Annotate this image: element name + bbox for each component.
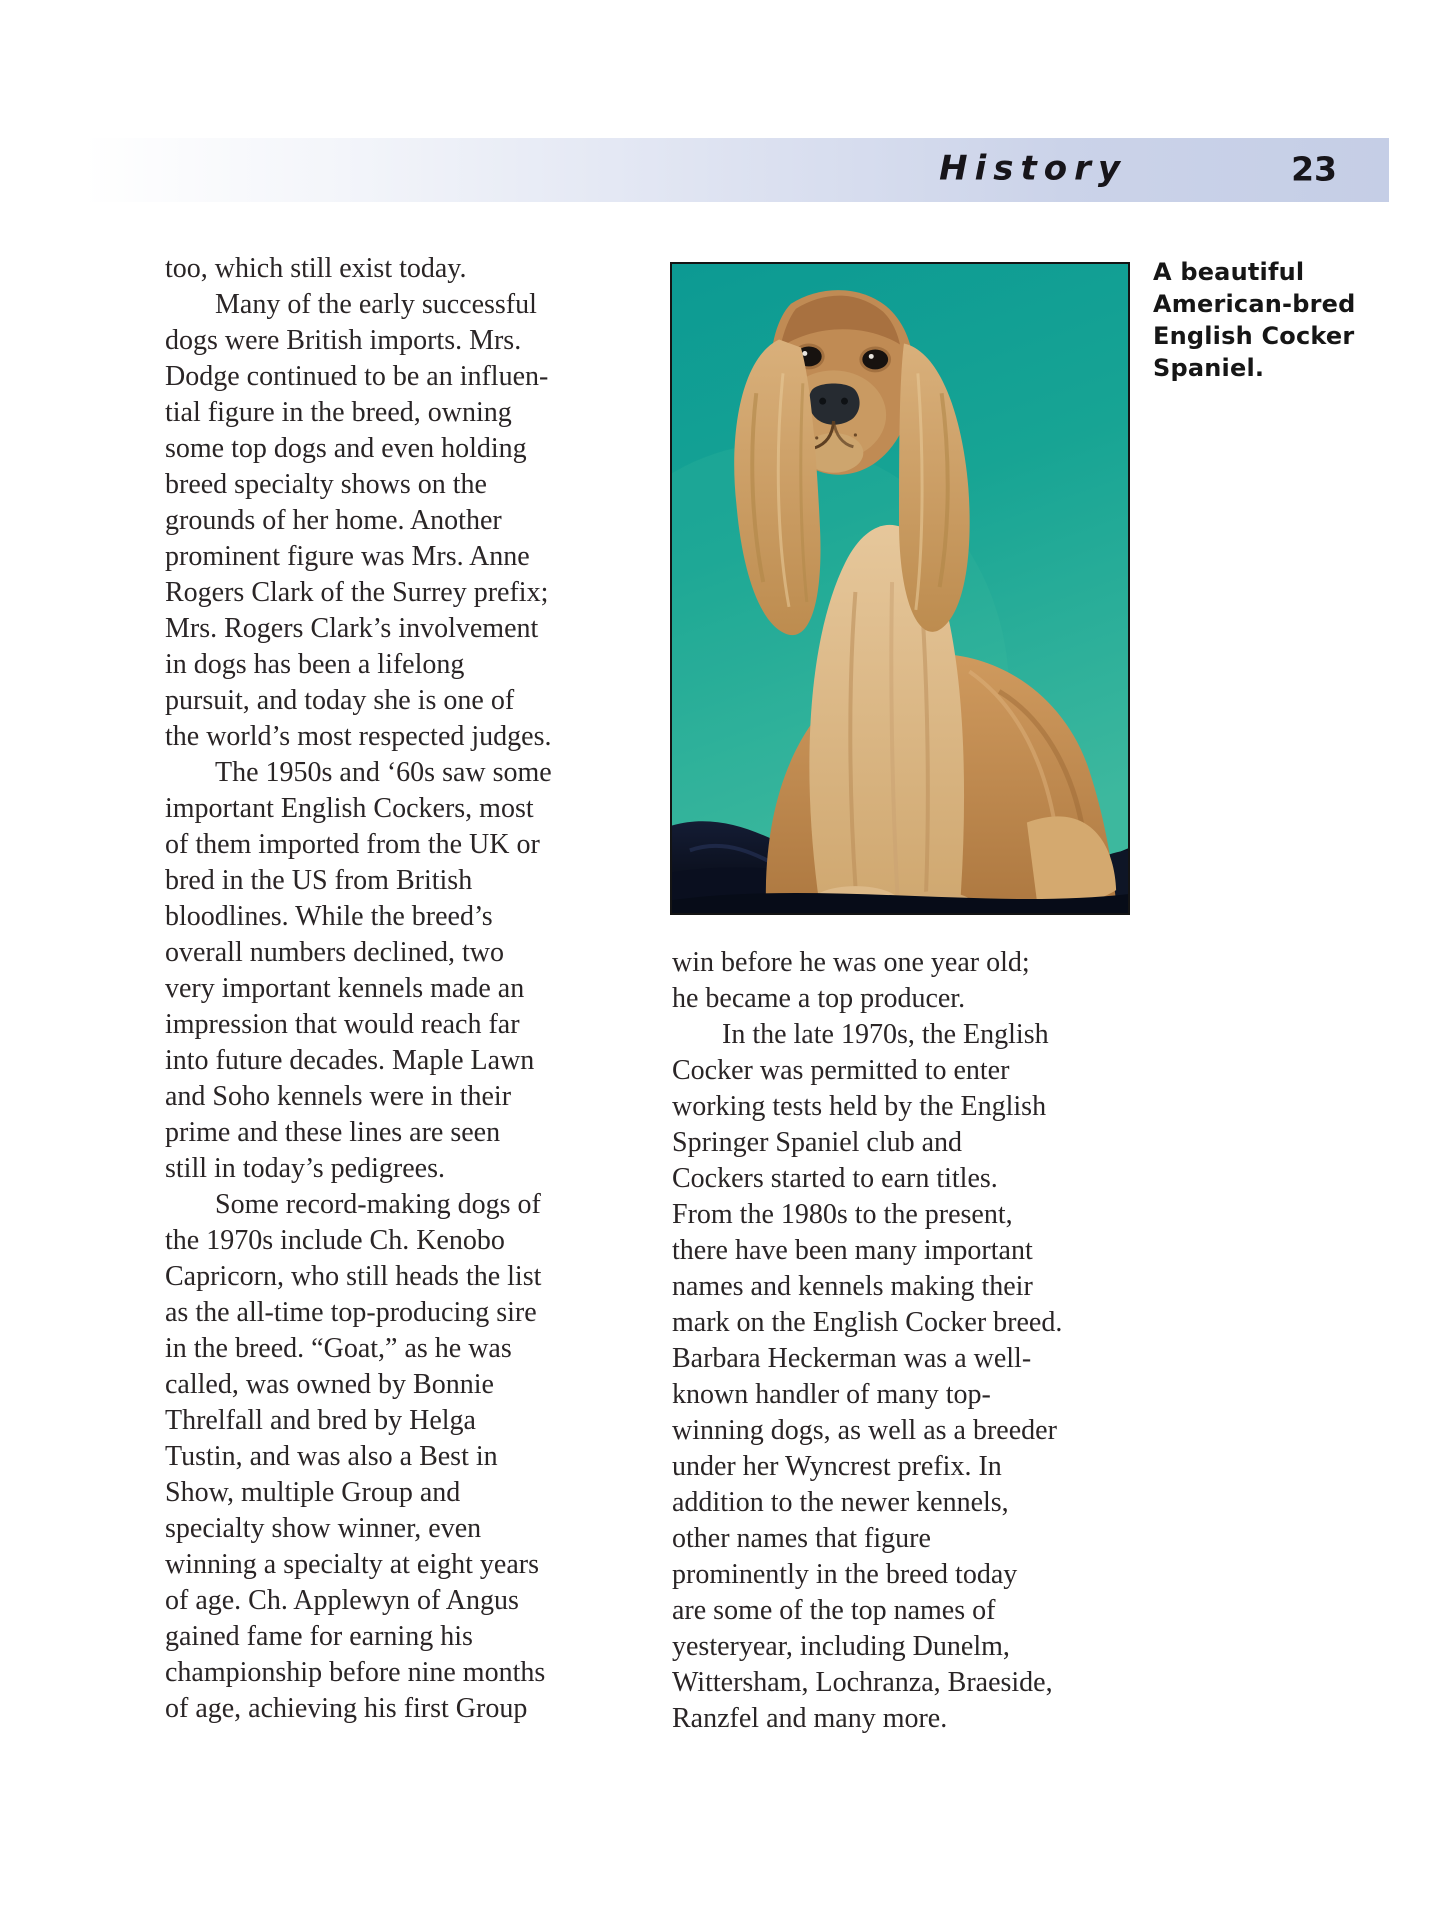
- text-line: winning a specialty at eight years: [165, 1549, 539, 1580]
- text-line: called, was owned by Bonnie: [165, 1369, 494, 1400]
- text-line: championship before nine months: [165, 1657, 546, 1688]
- text-line: very important kennels made an: [165, 973, 525, 1004]
- text-line: too, which still exist today.: [165, 253, 467, 284]
- text-line: Many of the early successful: [215, 289, 537, 320]
- text-line: grounds of her home. Another: [165, 505, 502, 536]
- text-line: still in today’s pedigrees.: [165, 1153, 445, 1184]
- text-line: Rogers Clark of the Surrey prefix;: [165, 577, 549, 608]
- text-line: other names that figure: [672, 1523, 931, 1554]
- cocker-spaniel-photo: [670, 262, 1130, 915]
- photo-caption: [1153, 256, 1355, 384]
- text-line: specialty show winner, even: [165, 1513, 482, 1544]
- text-line: prominent figure was Mrs. Anne: [165, 541, 530, 572]
- text-line: and Soho kennels were in their: [165, 1081, 512, 1112]
- chapter-header-bar: [83, 138, 1389, 202]
- text-line: of age, achieving his first Group: [165, 1693, 528, 1724]
- text-line: From the 1980s to the present,: [672, 1199, 1013, 1230]
- right-text-column: [672, 945, 1152, 1737]
- text-line: Mrs. Rogers Clark’s involvement: [165, 613, 539, 644]
- chapter-title: History: [939, 148, 1127, 189]
- text-line: he became a top producer.: [672, 983, 966, 1014]
- text-line: Spaniel.: [1153, 354, 1265, 382]
- text-line: Cockers started to earn titles.: [672, 1163, 998, 1194]
- text-line: English Cocker: [1153, 322, 1355, 350]
- text-line: yesteryear, including Dunelm,: [672, 1631, 1010, 1662]
- text-line: bred in the US from British: [165, 865, 473, 896]
- text-line: Dodge continued to be an influen-: [165, 361, 549, 392]
- text-line: the 1970s include Ch. Kenobo: [165, 1225, 505, 1256]
- text-line: The 1950s and ‘60s saw some: [215, 757, 552, 788]
- text-line: tial figure in the breed, owning: [165, 397, 512, 428]
- text-line: Tustin, and was also a Best in: [165, 1441, 498, 1472]
- page-number: 23: [1291, 149, 1337, 189]
- text-line: A beautiful: [1153, 258, 1305, 286]
- text-line: American-bred: [1153, 290, 1356, 318]
- text-line: In the late 1970s, the English: [722, 1019, 1049, 1050]
- text-line: bloodlines. While the breed’s: [165, 901, 493, 932]
- text-line: Capricorn, who still heads the list: [165, 1261, 542, 1292]
- text-line: pursuit, and today she is one of: [165, 685, 515, 716]
- text-line: overall numbers declined, two: [165, 937, 505, 968]
- text-line: Wittersham, Lochranza, Braeside,: [672, 1667, 1053, 1698]
- text-line: prime and these lines are seen: [165, 1117, 501, 1148]
- text-line: Ranzfel and many more.: [672, 1703, 948, 1734]
- text-line: Some record-making dogs of: [215, 1189, 541, 1220]
- text-line: dogs were British imports. Mrs.: [165, 325, 522, 356]
- text-line: of age. Ch. Applewyn of Angus: [165, 1585, 519, 1616]
- text-line: winning dogs, as well as a breeder: [672, 1415, 1057, 1446]
- text-line: in the breed. “Goat,” as he was: [165, 1333, 512, 1364]
- cocker-spaniel-illustration: [672, 264, 1128, 913]
- text-line: names and kennels making their: [672, 1271, 1033, 1302]
- text-line: prominently in the breed today: [672, 1559, 1018, 1590]
- text-line: some top dogs and even holding: [165, 433, 527, 464]
- text-line: working tests held by the English: [672, 1091, 1047, 1122]
- text-line: are some of the top names of: [672, 1595, 996, 1626]
- text-line: known handler of many top-: [672, 1379, 991, 1410]
- left-text-column: [165, 251, 645, 1727]
- text-line: impression that would reach far: [165, 1009, 520, 1040]
- text-line: breed specialty shows on the: [165, 469, 487, 500]
- text-line: Show, multiple Group and: [165, 1477, 461, 1508]
- text-line: of them imported from the UK or: [165, 829, 540, 860]
- text-line: gained fame for earning his: [165, 1621, 473, 1652]
- text-line: into future decades. Maple Lawn: [165, 1045, 535, 1076]
- text-line: addition to the newer kennels,: [672, 1487, 1009, 1518]
- text-line: as the all-time top-producing sire: [165, 1297, 537, 1328]
- text-line: the world’s most respected judges.: [165, 721, 552, 752]
- text-line: important English Cockers, most: [165, 793, 534, 824]
- text-line: Barbara Heckerman was a well-: [672, 1343, 1032, 1374]
- text-line: Cocker was permitted to enter: [672, 1055, 1010, 1086]
- text-line: win before he was one year old;: [672, 947, 1030, 978]
- text-line: in dogs has been a lifelong: [165, 649, 465, 680]
- text-line: Springer Spaniel club and: [672, 1127, 963, 1158]
- text-line: mark on the English Cocker breed.: [672, 1307, 1063, 1338]
- text-line: Threlfall and bred by Helga: [165, 1405, 476, 1436]
- text-line: under her Wyncrest prefix. In: [672, 1451, 1002, 1482]
- text-line: there have been many important: [672, 1235, 1033, 1266]
